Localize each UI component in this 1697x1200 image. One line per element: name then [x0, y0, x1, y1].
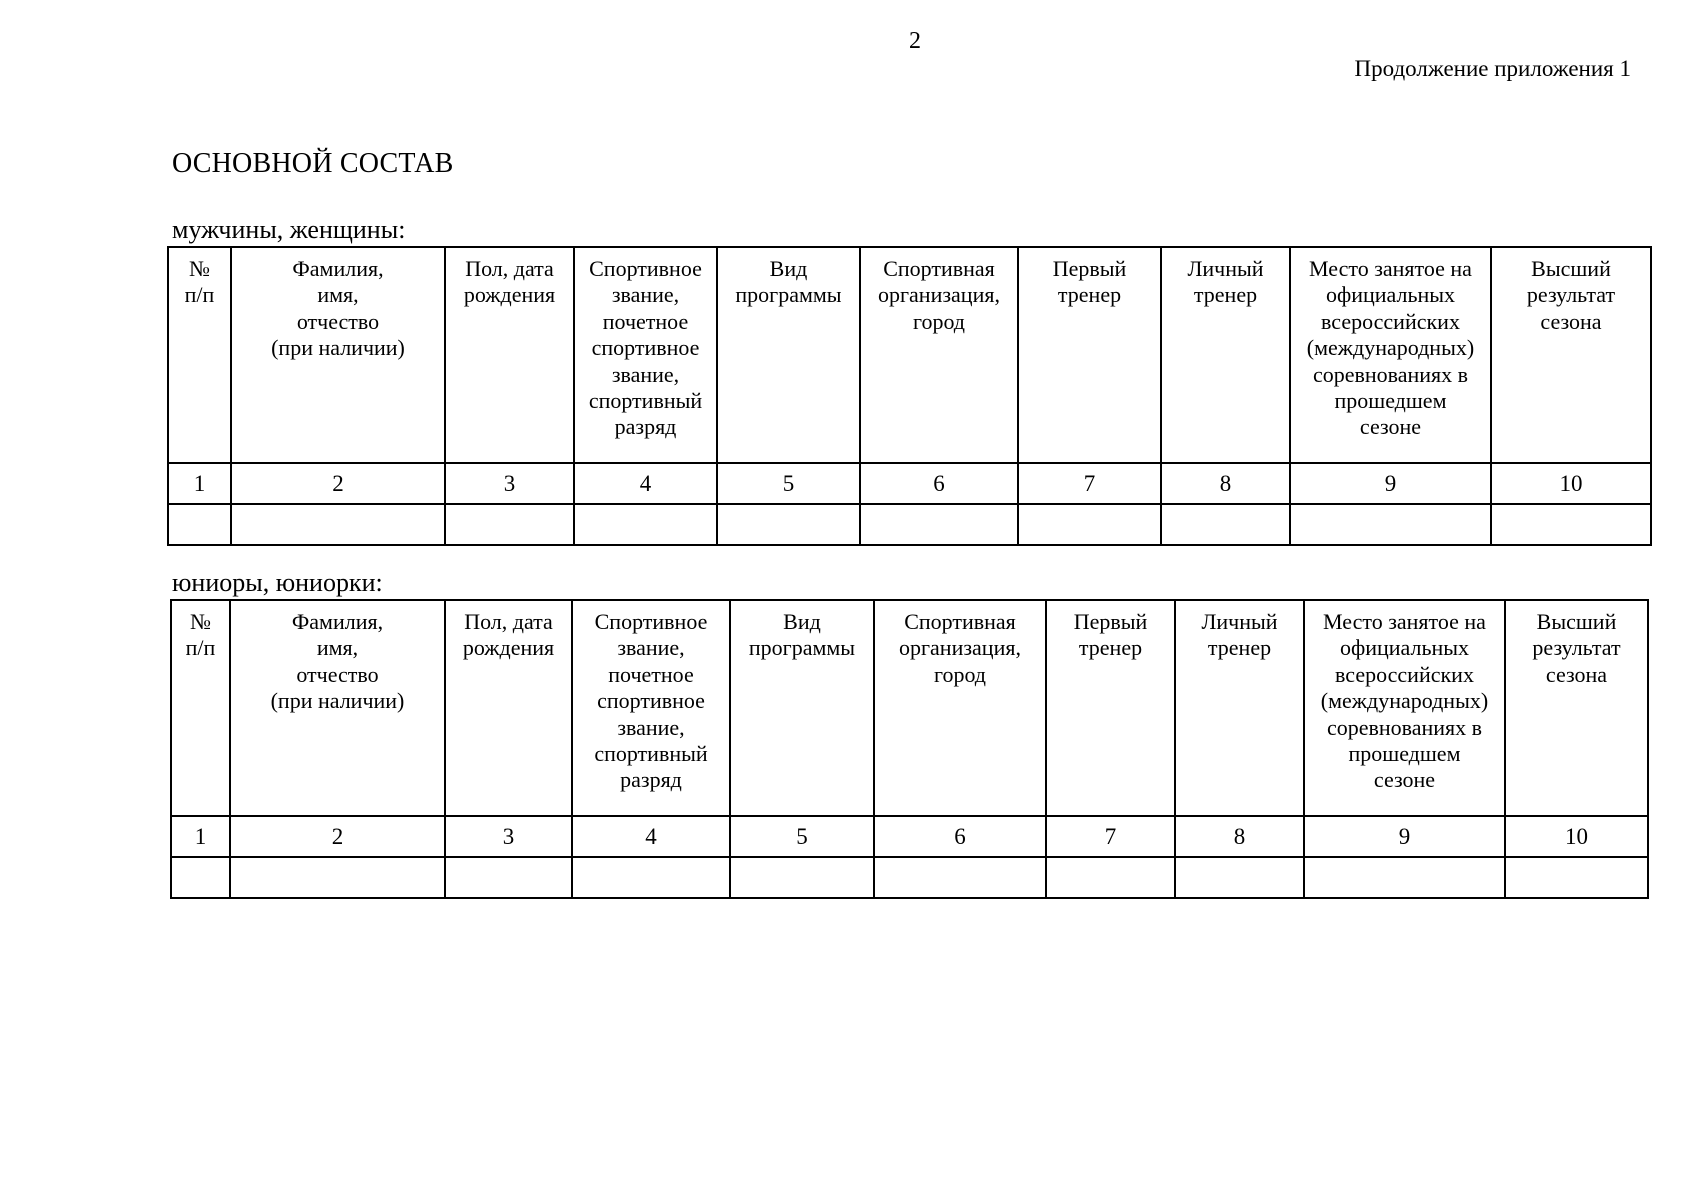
- header-cell-full-name: Фамилия, имя, отчество (при наличии): [231, 247, 445, 463]
- header-cell-competition-place: Место занятое на официальных всероссийских (международных) соревнованиях в прошедшем сезоне: [1304, 600, 1505, 816]
- column-number: 10: [1505, 816, 1648, 857]
- group-label-juniors: юниоры, юниорки:: [172, 568, 383, 597]
- header-cell-program-type: Вид программы: [717, 247, 860, 463]
- empty-cell: [1505, 857, 1648, 898]
- column-number-row: [171, 816, 1648, 857]
- header-cell-program-type: Вид программы: [730, 600, 874, 816]
- page-number: 2: [909, 28, 921, 54]
- empty-data-row: [171, 857, 1648, 898]
- header-cell-sex-birthdate: Пол, дата рождения: [445, 247, 574, 463]
- header-cell-sport-title: Спортивное звание, почетное спортивное звание, спортивный разряд: [572, 600, 730, 816]
- empty-cell: [860, 504, 1018, 545]
- empty-cell: [1290, 504, 1491, 545]
- group-label-men-women: мужчины, женщины:: [172, 215, 406, 244]
- column-number: 6: [874, 816, 1046, 857]
- column-number: 3: [445, 463, 574, 504]
- header-cell-sport-organization: Спортивная организация, город: [874, 600, 1046, 816]
- column-number: 2: [230, 816, 445, 857]
- header-cell-full-name: Фамилия, имя, отчество (при наличии): [230, 600, 445, 816]
- header-cell-best-result: Высший результат сезона: [1491, 247, 1651, 463]
- empty-cell: [1018, 504, 1161, 545]
- column-number: 9: [1304, 816, 1505, 857]
- header-cell-best-result: Высший результат сезона: [1505, 600, 1648, 816]
- header-cell-sport-title: Спортивное звание, почетное спортивное звание, спортивный разряд: [574, 247, 717, 463]
- header-cell-sport-organization: Спортивная организация, город: [860, 247, 1018, 463]
- header-cell-first-coach: Первый тренер: [1018, 247, 1161, 463]
- column-number: 2: [231, 463, 445, 504]
- column-number: 3: [445, 816, 572, 857]
- header-cell-personal-coach: Личный тренер: [1175, 600, 1304, 816]
- column-number: 9: [1290, 463, 1491, 504]
- section-title: ОСНОВНОЙ СОСТАВ: [172, 148, 454, 179]
- empty-cell: [1046, 857, 1175, 898]
- column-number: 1: [168, 463, 231, 504]
- header-row: [168, 247, 1651, 463]
- column-number: 6: [860, 463, 1018, 504]
- header-row: [171, 600, 1648, 816]
- roster-table-juniors: [170, 599, 1649, 899]
- empty-data-row: [168, 504, 1651, 545]
- column-number: 7: [1018, 463, 1161, 504]
- empty-cell: [717, 504, 860, 545]
- header-cell-first-coach: Первый тренер: [1046, 600, 1175, 816]
- empty-cell: [574, 504, 717, 545]
- empty-cell: [445, 857, 572, 898]
- empty-cell: [230, 857, 445, 898]
- header-cell-number: № п/п: [168, 247, 231, 463]
- roster-table-men-women: [167, 246, 1652, 546]
- empty-cell: [874, 857, 1046, 898]
- empty-cell: [572, 857, 730, 898]
- column-number: 1: [171, 816, 230, 857]
- empty-cell: [730, 857, 874, 898]
- header-cell-sex-birthdate: Пол, дата рождения: [445, 600, 572, 816]
- empty-cell: [1304, 857, 1505, 898]
- column-number: 4: [572, 816, 730, 857]
- empty-cell: [168, 504, 231, 545]
- header-cell-number: № п/п: [171, 600, 230, 816]
- empty-cell: [1491, 504, 1651, 545]
- empty-cell: [1175, 857, 1304, 898]
- header-cell-personal-coach: Личный тренер: [1161, 247, 1290, 463]
- column-number: 4: [574, 463, 717, 504]
- empty-cell: [1161, 504, 1290, 545]
- appendix-continuation-note: Продолжение приложения 1: [1354, 56, 1631, 81]
- column-number: 8: [1161, 463, 1290, 504]
- column-number: 7: [1046, 816, 1175, 857]
- empty-cell: [231, 504, 445, 545]
- column-number: 5: [717, 463, 860, 504]
- empty-cell: [171, 857, 230, 898]
- column-number: 10: [1491, 463, 1651, 504]
- column-number: 5: [730, 816, 874, 857]
- column-number-row: [168, 463, 1651, 504]
- header-cell-competition-place: Место занятое на официальных всероссийских (международных) соревнованиях в прошедшем сезоне: [1290, 247, 1491, 463]
- empty-cell: [445, 504, 574, 545]
- column-number: 8: [1175, 816, 1304, 857]
